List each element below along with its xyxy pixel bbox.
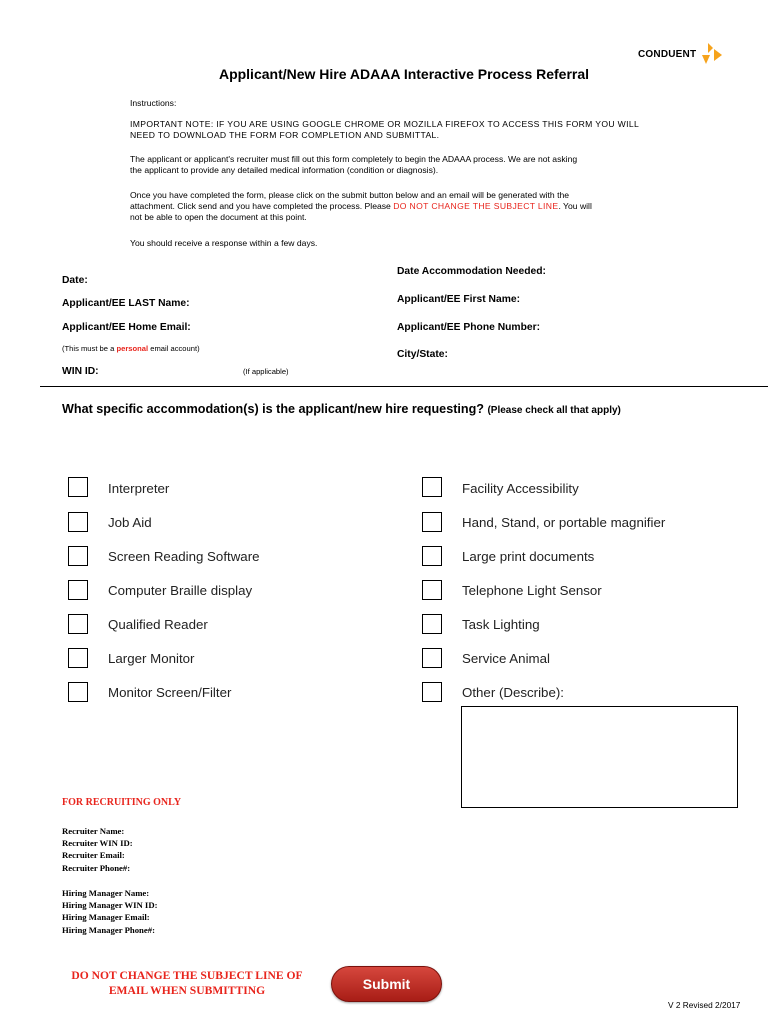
instructions-p2-line2 xyxy=(130,201,700,212)
email-note-personal: personal xyxy=(116,344,149,353)
instructions-paragraph-1 xyxy=(130,154,700,176)
checkbox-larger-monitor[interactable] xyxy=(68,648,88,668)
subject-line-warning-line1: DO NOT CHANGE THE SUBJECT LINE OF xyxy=(71,969,303,982)
subject-line-warning-line2: EMAIL WHEN SUBMITTING xyxy=(108,984,266,997)
submit-button[interactable]: Submit xyxy=(331,966,442,1002)
checkbox-facility-accessibility[interactable] xyxy=(422,477,442,497)
recruiter-win-id-label: Recruiter WIN ID: xyxy=(62,838,133,849)
checkbox-label-other: Other (Describe): xyxy=(462,685,564,700)
city-state-label: City/State: xyxy=(397,349,448,360)
hiring-manager-name-label: Hiring Manager Name: xyxy=(62,888,150,898)
recruiter-name-label: Recruiter Name: xyxy=(62,826,125,836)
phone-number-label: Applicant/EE Phone Number: xyxy=(397,322,541,333)
checkbox-qualified-reader[interactable] xyxy=(68,614,88,634)
section-divider xyxy=(40,386,768,387)
checkbox-label-job-aid: Job Aid xyxy=(108,515,152,530)
email-note xyxy=(62,344,200,353)
recruiter-email-label: Recruiter Email: xyxy=(62,850,125,861)
instructions-p1-line1: The applicant or applicant's recruiter must fill out this form completely to begin the ADAAA process. We are not asking xyxy=(130,154,578,164)
checkbox-telephone-light-sensor[interactable] xyxy=(422,580,442,600)
hiring-manager-win-id-label: Hiring Manager WIN ID: xyxy=(62,900,158,911)
checkbox-label-task-lighting: Task Lighting xyxy=(462,617,540,632)
instructions-p2-line3: not be able to open the document at this point. xyxy=(130,212,307,222)
question-hint: (Please check all that apply) xyxy=(487,405,621,416)
checkbox-label-telephone-light-sensor: Telephone Light Sensor xyxy=(462,583,602,598)
checkbox-label-screen-reading-software: Screen Reading Software xyxy=(108,549,260,564)
checkbox-service-animal[interactable] xyxy=(422,648,442,668)
instructions-paragraph-3: You should receive a response within a few days. xyxy=(130,238,318,248)
checkbox-label-large-print-documents: Large print documents xyxy=(462,549,595,564)
last-name-label: Applicant/EE LAST Name: xyxy=(62,298,190,309)
instructions-p1-line2: the applicant to provide any detailed medical information (condition or diagnosis). xyxy=(130,165,439,175)
hiring-manager-fields xyxy=(62,887,157,936)
checkbox-monitor-screen-filter[interactable] xyxy=(68,682,88,702)
checkbox-task-lighting[interactable] xyxy=(422,614,442,634)
accommodation-question xyxy=(62,402,621,416)
checkbox-label-interpreter: Interpreter xyxy=(108,481,170,496)
other-describe-textarea[interactable] xyxy=(461,706,738,808)
instructions-heading: Instructions: xyxy=(130,98,177,108)
recruiter-phone-label: Recruiter Phone#: xyxy=(62,862,131,873)
instructions-p2-line2-post: . You will xyxy=(558,201,592,211)
checkbox-label-facility-accessibility: Facility Accessibility xyxy=(462,481,579,496)
logo-text: CONDUENT xyxy=(638,48,697,60)
date-label: Date: xyxy=(62,275,88,286)
important-note-line2: NEED TO DOWNLOAD THE FORM FOR COMPLETION AND SUBMITTAL. xyxy=(130,130,440,140)
instructions-paragraph-2 xyxy=(130,190,700,223)
checkbox-screen-reading-software[interactable] xyxy=(68,546,88,566)
form-title: Applicant/New Hire ADAAA Interactive Process Referral xyxy=(218,66,590,82)
instructions-p2-line1: Once you have completed the form, please click on the submit button below and an email will be generated with the xyxy=(130,190,570,200)
version-label: V 2 Revised 2/2017 xyxy=(668,1000,741,1010)
checkbox-label-larger-monitor: Larger Monitor xyxy=(108,651,195,666)
checkbox-portable-magnifier[interactable] xyxy=(422,512,442,532)
checkbox-label-service-animal: Service Animal xyxy=(462,651,550,666)
conduent-logo xyxy=(638,43,722,65)
date-needed-label: Date Accommodation Needed: xyxy=(397,266,546,277)
checkbox-label-computer-braille-display: Computer Braille display xyxy=(108,583,253,598)
email-note-pre: (This must be a xyxy=(62,344,117,353)
checkbox-other[interactable] xyxy=(422,682,442,702)
checkbox-large-print-documents[interactable] xyxy=(422,546,442,566)
subject-line-warning-inline: DO NOT CHANGE THE SUBJECT LINE xyxy=(393,201,559,211)
hiring-manager-phone-label: Hiring Manager Phone#: xyxy=(62,924,155,935)
hiring-manager-email-label: Hiring Manager Email: xyxy=(62,912,150,923)
checkbox-label-monitor-screen-filter: Monitor Screen/Filter xyxy=(108,685,232,700)
checkbox-computer-braille-display[interactable] xyxy=(68,580,88,600)
important-note xyxy=(130,119,700,141)
home-email-label: Applicant/EE Home Email: xyxy=(62,322,191,333)
recruiter-fields xyxy=(62,825,133,874)
recruiting-heading: FOR RECRUITING ONLY xyxy=(62,797,182,808)
email-note-post: email account) xyxy=(148,344,200,353)
win-id-label: WIN ID: xyxy=(62,366,99,377)
subject-line-warning xyxy=(62,968,312,998)
first-name-label: Applicant/EE First Name: xyxy=(397,294,521,305)
checkbox-interpreter[interactable] xyxy=(68,477,88,497)
checkbox-label-qualified-reader: Qualified Reader xyxy=(108,617,208,632)
instructions-p2-line2-pre: attachment. Click send and you have completed the process. Please xyxy=(130,201,394,211)
conduent-mark-icon xyxy=(700,43,722,65)
checkbox-label-portable-magnifier: Hand, Stand, or portable magnifier xyxy=(462,515,666,530)
question-text: What specific accommodation(s) is the applicant/new hire requesting? xyxy=(62,402,484,416)
win-id-note: (If applicable) xyxy=(243,367,289,376)
checkbox-job-aid[interactable] xyxy=(68,512,88,532)
important-note-line1: IMPORTANT NOTE: IF YOU ARE USING GOOGLE CHROME OR MOZILLA FIREFOX TO ACCESS THIS FORM YOU WILL xyxy=(130,119,640,129)
